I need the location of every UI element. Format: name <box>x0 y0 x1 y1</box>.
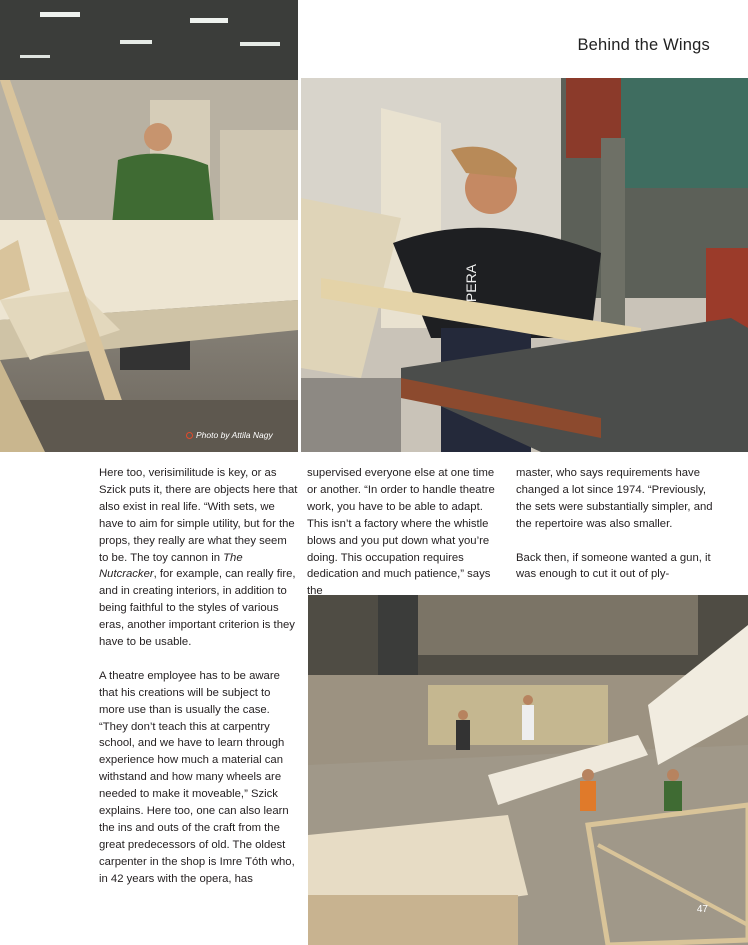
article-column-2 <box>307 465 505 617</box>
article-paragraph: supervised everyone else at one time or another. “In order to handle theatre work, you have to be able to adapt. This isn’t a factory where the whistle blows and you put down what you’re doing. This occupation requires dedication and much patience,” says the <box>307 467 495 598</box>
shirt-text: OPERA <box>463 263 479 313</box>
photo-carpenter-at-saw <box>301 78 748 452</box>
photo-credit <box>186 430 273 440</box>
photo-credit-text: Photo by Attila Nagy <box>196 430 273 440</box>
article-column-3 <box>516 465 716 600</box>
article-paragraph: master, who says requirements have changed a lot since 1974. “Previously, the sets were substantially simpler, and the repertoire was also smaller. <box>516 467 713 530</box>
article-paragraph: Here too, verisimilitude is key, or as Szick puts it, there are objects here that also exist in real life. “With sets, we have to aim for simple utility, but for the props, they really are what they seem to be. The toy cannon in The Nutcracker, for example, can really fire, and in creating interiors, in addition to being faithful to the styles of various eras, another important criterion is they have to be usable. <box>99 467 298 649</box>
photo-carpenter-at-work <box>0 0 298 452</box>
article-column-1 <box>99 465 299 905</box>
article-paragraph: A theatre employee has to be aware that his creations will be subject to more use than is usually the case. “They don’t teach this at carpentry school, and we have to learn through experience how much a material can withstand and how many wheels are needed to make it moveable,” Szick explains. Here too, one can also learn the ins and outs of the craft from the great predecessors of old. The oldest carpenter in the shop is Imre Tóth who, in 42 years with the opera, has <box>99 669 295 885</box>
page-header-title: Behind the Wings <box>577 36 710 54</box>
photo-workshop-overview <box>308 595 748 945</box>
page-number: 47 <box>696 904 708 915</box>
photo-credit-icon <box>186 432 193 439</box>
article-paragraph: Back then, if someone wanted a gun, it was enough to cut it out of ply- <box>516 551 711 581</box>
